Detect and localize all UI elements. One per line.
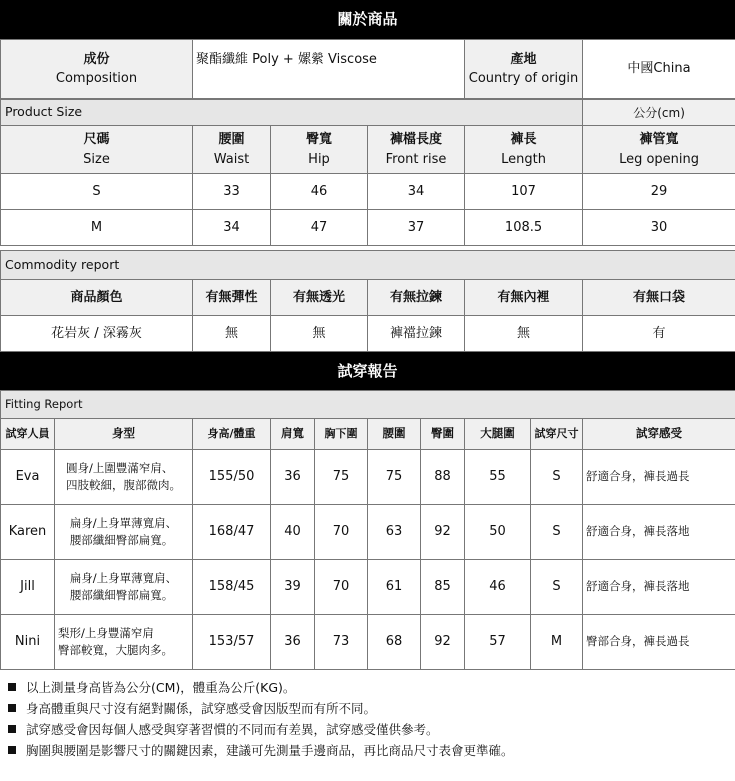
origin-label-en: Country of origin: [468, 71, 579, 86]
height-weight: 153/57: [193, 615, 271, 670]
thigh: 57: [465, 615, 531, 670]
commodity-row: [1, 316, 735, 352]
size-cell: 34: [368, 174, 465, 210]
size-cell: 29: [583, 174, 735, 210]
commodity-header: 有無拉鍊: [368, 280, 465, 316]
note-text: 胸圍與腰圍是影響尺寸的關鍵因素，建議可先測量手邊商品，再比商品尺寸表會更準確。: [26, 743, 514, 758]
fitting-header: 胸下圍: [315, 419, 368, 450]
body-type: [55, 560, 193, 615]
about-product-bar: 關於商品: [0, 0, 735, 39]
underbust: 70: [315, 505, 368, 560]
hip: 88: [421, 450, 465, 505]
fit-size: S: [531, 560, 583, 615]
fitting-header: 臀圍: [421, 419, 465, 450]
fitting-row: [1, 560, 735, 615]
origin-label: [465, 40, 583, 99]
body-type-line: 梨形/上身豐滿窄肩: [58, 625, 154, 640]
shoulder: 40: [271, 505, 315, 560]
fitting-row: [1, 615, 735, 670]
size-row: [1, 174, 735, 210]
fitting-table: [0, 390, 735, 670]
note-text: 試穿感受會因每個人感受與穿著習慣的不同而有差異，試穿感受僅供參考。: [26, 722, 439, 737]
body-type: [55, 615, 193, 670]
notes-list: [0, 670, 735, 768]
body-type-line: 扁身/上身單薄寬肩、: [69, 515, 178, 530]
origin-value: 中國China: [583, 40, 735, 99]
fit-size: M: [531, 615, 583, 670]
fitting-header: 身型: [55, 419, 193, 450]
thigh: 50: [465, 505, 531, 560]
size-header-en: Front rise: [385, 151, 447, 167]
size-header: [193, 126, 271, 174]
shoulder: 36: [271, 615, 315, 670]
commodity-cell: 無: [193, 316, 271, 352]
commodity-cell: 花岩灰 / 深霧灰: [1, 316, 193, 352]
size-cell: 33: [193, 174, 271, 210]
commodity-cell: 有: [583, 316, 735, 352]
waist: 63: [368, 505, 421, 560]
size-header: [1, 126, 193, 174]
composition-label-en: Composition: [55, 71, 138, 86]
size-header-zh: 褲管寬: [639, 132, 679, 147]
commodity-cell: 無: [271, 316, 368, 352]
size-header: [271, 126, 368, 174]
size-header-en: Waist: [213, 151, 250, 167]
hip: 92: [421, 505, 465, 560]
waist: 68: [368, 615, 421, 670]
fitting-header-row: [1, 419, 735, 450]
fitter-name: Jill: [1, 560, 55, 615]
size-header-zh: 尺碼: [83, 132, 110, 147]
size-header-zh: 褲檔長度: [389, 132, 442, 147]
commodity-table: [0, 250, 735, 352]
commodity-header: 有無透光: [271, 280, 368, 316]
underbust: 70: [315, 560, 368, 615]
size-cell: 47: [271, 210, 368, 246]
size-cell: 46: [271, 174, 368, 210]
size-header: [368, 126, 465, 174]
thigh: 46: [465, 560, 531, 615]
underbust: 73: [315, 615, 368, 670]
fit-feeling: 臀部合身，褲長過長: [583, 615, 735, 670]
fitter-name: Nini: [1, 615, 55, 670]
commodity-cell: 褲襠拉鍊: [368, 316, 465, 352]
size-header-zh: 臀寬: [305, 132, 332, 147]
size-header-en: Hip: [308, 151, 330, 167]
body-type-line: 四肢較細，腹部微肉。: [66, 478, 181, 492]
composition-label: [1, 40, 193, 99]
size-cell: 30: [583, 210, 735, 246]
note-item: [6, 740, 729, 761]
commodity-cell: 無: [465, 316, 583, 352]
fit-size: S: [531, 505, 583, 560]
bullet-square-icon: [8, 683, 16, 691]
size-cell: M: [1, 210, 193, 246]
commodity-header-row: [1, 280, 735, 316]
fit-size: S: [531, 450, 583, 505]
body-type-line: 臀部較寬，大腿肉多。: [58, 643, 173, 657]
bullet-square-icon: [8, 725, 16, 733]
composition-label-zh: 成份: [83, 51, 110, 67]
note-text: 以上測量身高皆為公分(CM)，體重為公斤(KG)。: [26, 680, 296, 695]
commodity-title: Commodity report: [1, 251, 735, 280]
size-header-zh: 褲長: [510, 132, 537, 147]
height-weight: 155/50: [193, 450, 271, 505]
thigh: 55: [465, 450, 531, 505]
size-header-en: Length: [501, 151, 546, 167]
body-type-line: 扁身/上身單薄寬肩、: [69, 570, 178, 585]
size-header: [583, 126, 735, 174]
commodity-header: 商品顏色: [1, 280, 193, 316]
product-size-title: Product Size: [1, 100, 583, 126]
fitter-name: Eva: [1, 450, 55, 505]
fitting-header: 大腿圍: [465, 419, 531, 450]
shoulder: 36: [271, 450, 315, 505]
fitting-header: 試穿尺寸: [531, 419, 583, 450]
body-type-line: 腰部纖細臀部扁寬。: [69, 533, 174, 547]
size-header: [465, 126, 583, 174]
fitting-row: [1, 450, 735, 505]
height-weight: 158/45: [193, 560, 271, 615]
body-type-line: 圓身/上圍豐滿窄肩、: [66, 460, 174, 475]
size-unit: 公分(cm): [583, 100, 735, 126]
fit-feeling: 舒適合身，褲長落地: [583, 505, 735, 560]
waist: 75: [368, 450, 421, 505]
size-cell: S: [1, 174, 193, 210]
commodity-header: 有無內裡: [465, 280, 583, 316]
fit-feeling: 舒適合身，褲長過長: [583, 450, 735, 505]
fitting-row: [1, 505, 735, 560]
fitting-header: 試穿感受: [583, 419, 735, 450]
size-cell: 108.5: [465, 210, 583, 246]
fitting-header: 肩寬: [271, 419, 315, 450]
composition-value: 聚酯纖維 Poly + 嫘縈 Viscose: [193, 40, 465, 99]
fitter-name: Karen: [1, 505, 55, 560]
fitting-header: 試穿人員: [1, 419, 55, 450]
body-type: [55, 505, 193, 560]
hip: 92: [421, 615, 465, 670]
note-item: [6, 719, 729, 740]
bullet-square-icon: [8, 746, 16, 754]
body-type: [55, 450, 193, 505]
body-type-line: 腰部纖細臀部扁寬。: [69, 588, 174, 602]
size-header-zh: 腰圍: [218, 132, 245, 147]
height-weight: 168/47: [193, 505, 271, 560]
fitting-header: 身高/體重: [193, 419, 271, 450]
waist: 61: [368, 560, 421, 615]
composition-table: [0, 39, 735, 99]
fit-feeling: 舒適合身，褲長落地: [583, 560, 735, 615]
size-header-en: Size: [83, 151, 110, 167]
bullet-square-icon: [8, 704, 16, 712]
underbust: 75: [315, 450, 368, 505]
size-cell: 34: [193, 210, 271, 246]
size-cell: 37: [368, 210, 465, 246]
commodity-header: 有無彈性: [193, 280, 271, 316]
shoulder: 39: [271, 560, 315, 615]
commodity-header: 有無口袋: [583, 280, 735, 316]
size-table: [0, 99, 735, 246]
fitting-title: Fitting Report: [1, 391, 735, 419]
size-header-en: Leg opening: [619, 151, 700, 167]
note-item: [6, 677, 729, 698]
hip: 85: [421, 560, 465, 615]
size-header-row: [1, 126, 735, 174]
fitting-report-bar: 試穿報告: [0, 352, 735, 390]
origin-label-zh: 產地: [510, 51, 537, 67]
size-row: [1, 210, 735, 246]
fitting-header: 腰圍: [368, 419, 421, 450]
size-cell: 107: [465, 174, 583, 210]
note-text: 身高體重與尺寸沒有絕對關係，試穿感受會因版型而有所不同。: [26, 701, 377, 716]
note-item: [6, 698, 729, 719]
